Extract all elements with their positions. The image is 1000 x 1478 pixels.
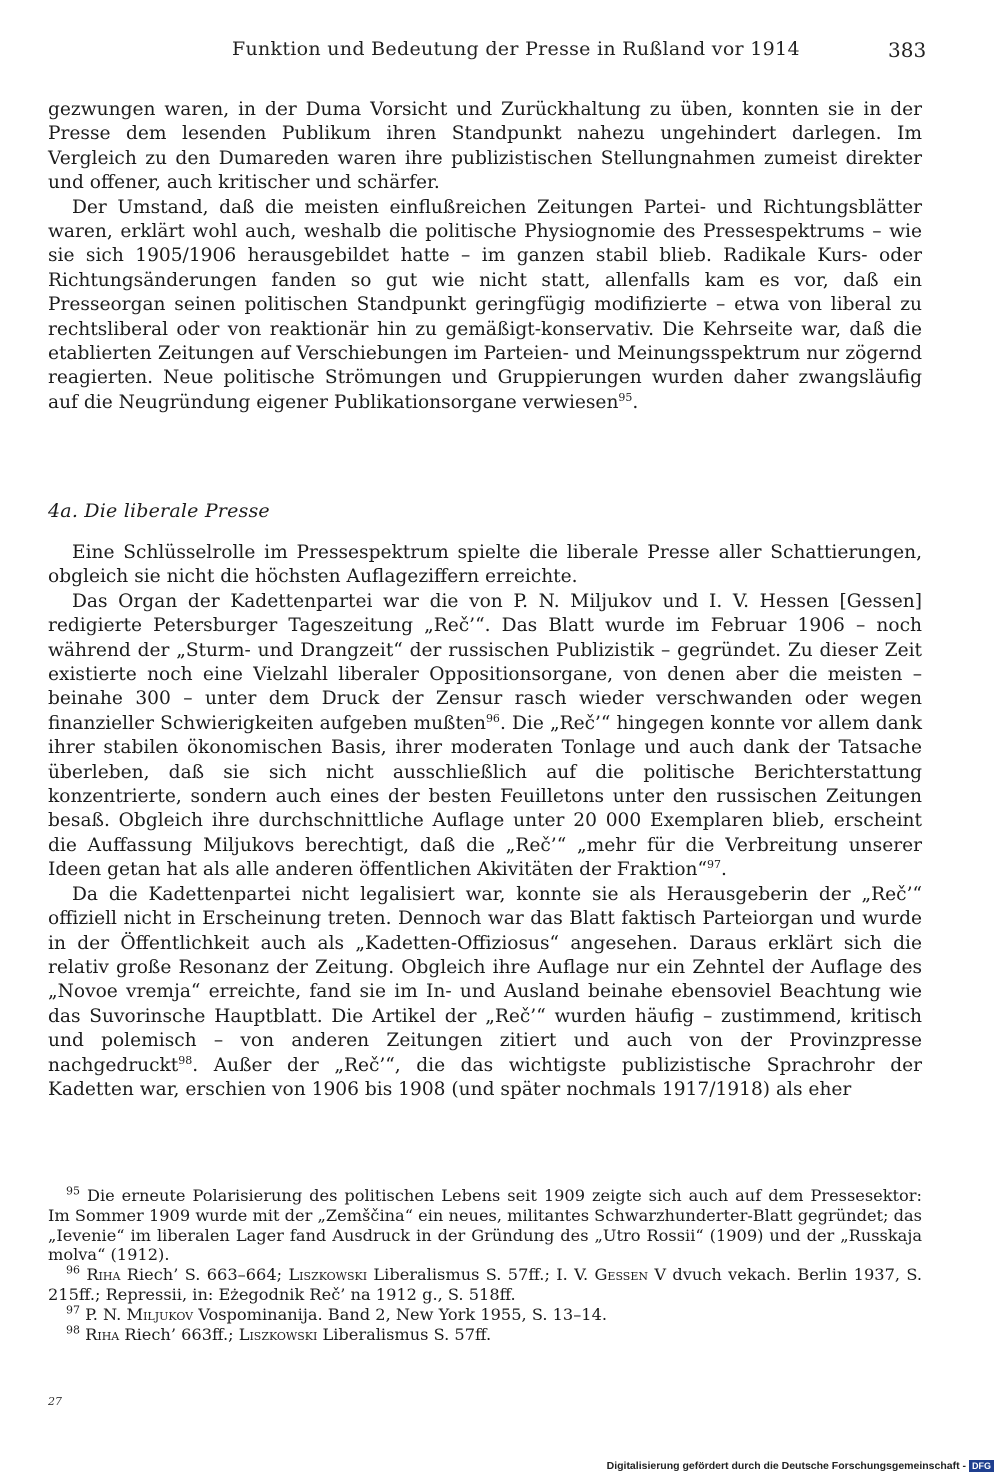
paragraph-text: Da die Kadettenpartei nicht legalisiert war, konnte sie als Herausgeberin der „Reč’“ offiziell nicht in Erscheinung treten. Dennoch war das Blatt faktisch Parteiorgan und wurde in der Öffentlichkeit auch als „Kadetten-Offiziosus“ angesehen. Daraus erklärt sich die relativ große Resonanz der Zeitung. Obgleich ihre Auflage nur ein Zehntel der Auflage des „Novoe vremja“ erreichte, fand sie im In- und Ausland beinahe ebensoviel Beachtung wie das Suvorinsche Hauptblatt. Die Artikel der „Reč’“ wurden häufig – zustimmend, kritisch und polemisch – von anderen Zeitungen zitiert und auch von der Provinzpresse nachgedruckt: [48, 883, 922, 1076]
footnote-text: V dvuch vekach. Berlin 1937, S. 215ff.; Repressii, in: Eżegodnik Reč’ na 1912 g., S. 518ff.: [48, 1265, 923, 1304]
paragraph-text: gezwungen waren, in der Duma Vorsicht und Zurückhaltung zu üben, konnten sie in der Presse dem lesenden Publikum ihren Standpunkt nahezu ungehindert darlegen. Im Vergleich zu den Dumareden waren ihre publizistischen Stellungnahmen zumeist direkter und offener, auch kritischer und schärfer.: [48, 99, 922, 194]
banner-text: Digitalisierung gefördert durch die Deutsche Forschungsgemeinschaft -: [606, 1460, 966, 1472]
footnote-number: 95: [66, 1184, 80, 1198]
paragraph-text: .: [721, 859, 727, 881]
paragraph: [48, 541, 922, 590]
footnote-text: Liberalismus S. 57ff.; I. V.: [373, 1265, 589, 1285]
footnote-95: [48, 1186, 922, 1265]
section-heading: 4a. Die liberale Presse: [48, 500, 270, 522]
paragraph-text: Eine Schlüsselrolle im Pressespektrum spielte die liberale Presse aller Schattierungen, obgleich sie nicht die höchsten Auflageziffern erreichte.: [48, 542, 922, 588]
footnote-text: Vospominanija. Band 2, New York 1955, S. 13–14.: [198, 1304, 608, 1324]
footnote-text: Riech’ 663ff.;: [124, 1324, 234, 1344]
footnote-ref[interactable]: 97: [707, 858, 722, 872]
running-title: Funktion und Bedeutung der Presse in Rußland vor 1914: [232, 38, 800, 60]
signature-mark: 27: [48, 1395, 62, 1408]
footnote-number: 96: [66, 1263, 80, 1277]
main-text-section: [48, 541, 922, 1102]
dfg-logo-icon: DFG: [969, 1460, 994, 1472]
paragraph-text: Das Organ der Kadettenpartei war die von P. N. Miljukov und I. V. Hessen [Gessen] redigierte Petersburger Tageszeitung „Reč’“. Das Blatt wurde im Februar 1906 – noch während der „Sturm- und Drangzeit“ der russischen Publizistik – gegründet. Zu dieser Zeit existierte noch eine Vielzahl liberaler Oppositionsorgane, von denen aber die meisten – beinahe 300 – unter dem Druck der Zensur rasch wieder verschwanden oder wegen finanzieller Schwierigkeiten aufgeben mußten: [48, 590, 922, 734]
paragraph-text: . Die „Reč’“ hingegen konnte vor allem dank ihrer stabilen ökonomischen Basis, ihrer moderaten Tonlage und auch dank der Tatsache überleben, daß sie sich nicht ausschließlich auf die politische Berichterstattung konzentrierte, sondern auch eines der besten Feuilletons unter den russischen Zeitungen besaß. Obgleich ihre durchschnittliche Auflage unter 20 000 Exemplaren blieb, erscheint die Auffassung Miljukovs berechtigt, daß die „Reč’“ „mehr für die Verbreitung unserer Ideen getan hat als alle anderen öffentlichen Akivitäten der Fraktion“: [48, 712, 922, 881]
main-text-top: [48, 98, 922, 415]
paragraph: [48, 590, 922, 883]
footnote-ref[interactable]: 98: [178, 1053, 193, 1067]
paragraph-text: .: [632, 391, 639, 413]
footnote-text: Die erneute Polarisierung des politischen Lebens seit 1909 zeigte sich auch auf dem Pressesektor: Im Sommer 1909 wurde mit der „Zemščina“ ein neues, militantes Schwarzhunderter-Blatt gegründet; das „Ievenie“ im liberalen Lager fand Ausdruck in der Gründung des „Utro Rossii“ (1909) und der „Russkaja molva“ (1912).: [48, 1186, 922, 1265]
author-name: Liszkowski: [238, 1324, 318, 1344]
footnote-text: P. N.: [85, 1304, 122, 1324]
footnote-98: [48, 1325, 922, 1345]
digitization-banner: [607, 1460, 994, 1472]
paragraph: [48, 98, 922, 196]
author-name: Riha: [85, 1324, 120, 1344]
paragraph-text: . Außer der „Reč’“, die das wichtigste publizistische Sprachrohr der Kadetten war, erschien von 1906 bis 1908 (und später nochmals 1917/1918) als eher: [48, 1054, 922, 1100]
footnotes: [48, 1186, 922, 1344]
page-number: 383: [888, 38, 927, 62]
paragraph-text: Der Umstand, daß die meisten einflußreichen Zeitungen Partei- und Richtungsblätter waren, erklärt wohl auch, weshalb die politische Physiognomie des Pressespektrums – wie sie sich 1905/1906 herausgebildet hatte – im ganzen stabil blieb. Radikale Kurs- oder Richtungsänderungen fanden so gut wie nicht statt, allenfalls kam es vor, daß ein Presseorgan seinen politischen Standpunkt geringfügig modifizierte – etwa von liberal zu rechtsliberal oder von reaktionär hin zu gemäßigt-konservativ. Die Kehrseite war, daß die etablierten Zeitungen auf Verschiebungen im Parteien- und Meinungsspektrum nur zögernd reagierten. Neue politische Strömungen und Gruppierungen wurden daher zwangsläufig auf die Neugründung eigener Publikationsorgane verwiesen: [48, 196, 922, 413]
paragraph: [48, 196, 922, 416]
footnote-97: [48, 1305, 922, 1325]
author-name: Gessen: [594, 1265, 648, 1285]
author-name: Miljukov: [126, 1304, 194, 1324]
footnote-ref[interactable]: 96: [485, 711, 500, 725]
paragraph: [48, 883, 922, 1103]
footnote-text: Riech’ S. 663–664;: [126, 1265, 283, 1285]
footnote-text: Liberalismus S. 57ff.: [322, 1324, 492, 1344]
author-name: Riha: [86, 1265, 121, 1285]
footnote-96: [48, 1265, 922, 1305]
footnote-ref[interactable]: 95: [618, 390, 633, 404]
author-name: Liszkowski: [288, 1265, 368, 1285]
footnote-number: 97: [66, 1303, 80, 1317]
footnote-number: 98: [66, 1323, 80, 1337]
